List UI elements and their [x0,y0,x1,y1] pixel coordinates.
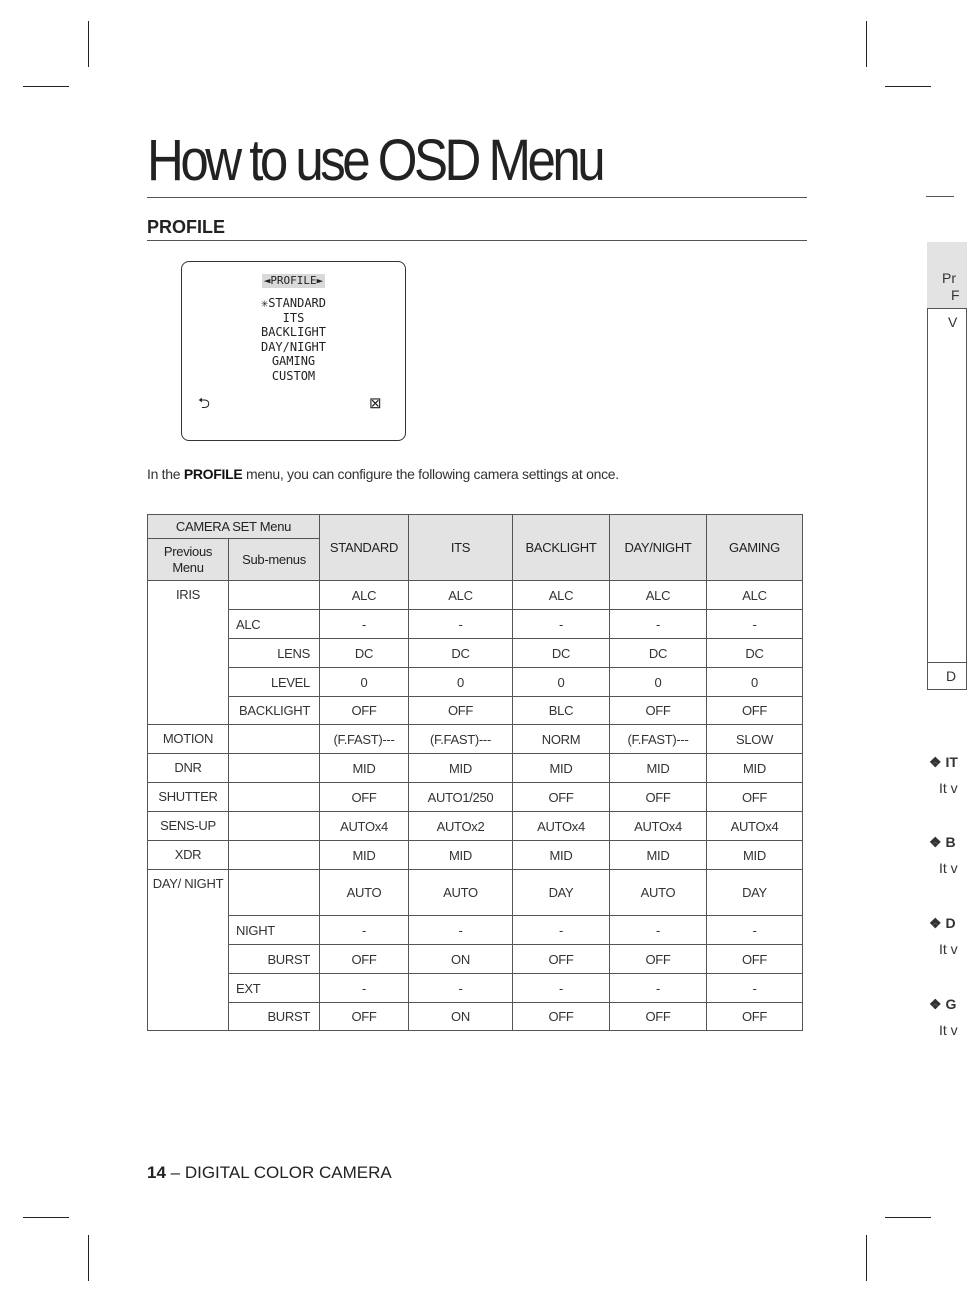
value-cell: AUTOx2 [409,812,513,841]
value-cell: (F.FAST)--- [409,725,513,754]
submenu-cell [229,725,320,754]
value-cell: MID [707,841,803,870]
osd-menu-item: ✳STANDARD [260,296,327,310]
submenu-cell: BURST [229,945,320,974]
left-arrow-icon: ◄ [263,274,271,287]
previous-menu-cell: SHUTTER [148,783,229,812]
table-row [148,639,803,668]
crop-mark [88,21,89,67]
value-cell: (F.FAST)--- [320,725,409,754]
submenu-cell: BACKLIGHT [229,697,320,725]
value-cell: OFF [707,783,803,812]
value-cell: DC [610,639,707,668]
table-row [148,754,803,783]
value-cell: - [513,974,610,1003]
previous-menu-cell: XDR [148,841,229,870]
value-cell: - [513,916,610,945]
value-cell: OFF [610,1003,707,1031]
value-cell: 0 [513,668,610,697]
value-cell: 0 [610,668,707,697]
crop-mark [866,1235,867,1281]
value-cell: - [320,916,409,945]
value-cell: OFF [513,945,610,974]
previous-menu-header: Previous Menu [148,539,229,581]
value-cell: OFF [320,1003,409,1031]
table-row [148,668,803,697]
crop-mark [23,1217,69,1218]
camera-set-header: CAMERA SET Menu [148,515,320,539]
table-row [148,974,803,1003]
value-cell: MID [409,841,513,870]
adjacent-text: V [948,314,958,330]
value-cell: ALC [610,581,707,610]
table-row [148,610,803,639]
adjacent-text: ❖ IT [929,754,958,770]
value-cell: ON [409,1003,513,1031]
intro-suffix: menu, you can configure the following camera settings at once. [242,466,619,482]
column-header: ITS [409,515,513,581]
value-cell: MID [320,841,409,870]
footer-text: – DIGITAL COLOR CAMERA [165,1163,392,1182]
submenu-cell: BURST [229,1003,320,1031]
table-row [148,841,803,870]
value-cell: AUTO [610,870,707,916]
value-cell: DAY [513,870,610,916]
table-row [148,1003,803,1031]
value-cell: DC [409,639,513,668]
intro-prefix: In the [147,466,184,482]
adjacent-text: ❖ G [929,996,957,1012]
value-cell: AUTO1/250 [409,783,513,812]
table-row [148,581,803,610]
submenu-cell [229,783,320,812]
osd-menu-item: ITS [282,310,305,325]
submenu-cell: NIGHT [229,916,320,945]
value-cell: OFF [409,697,513,725]
submenu-cell: ALC [229,610,320,639]
table-row [148,945,803,974]
value-cell: - [610,974,707,1003]
crop-mark [23,86,69,87]
table-row [148,725,803,754]
submenu-cell: LENS [229,639,320,668]
value-cell: OFF [610,945,707,974]
value-cell: DC [513,639,610,668]
table-row [148,812,803,841]
submenu-header: Sub-menus [229,539,320,581]
value-cell: OFF [320,783,409,812]
value-cell: MID [409,754,513,783]
osd-header-label: PROFILE [270,274,317,287]
adjacent-text: F [951,287,960,303]
value-cell: DAY [707,870,803,916]
value-cell: (F.FAST)--- [610,725,707,754]
value-cell: AUTOx4 [320,812,409,841]
column-header: DAY/NIGHT [610,515,707,581]
value-cell: OFF [610,697,707,725]
submenu-cell [229,812,320,841]
column-header: GAMING [707,515,803,581]
value-cell: OFF [513,783,610,812]
value-cell: 0 [707,668,803,697]
submenu-cell [229,870,320,916]
intro-bold: PROFILE [183,466,243,482]
value-cell: - [409,974,513,1003]
value-cell: OFF [513,1003,610,1031]
page-title: How to use OSD Menu [147,128,603,193]
page-number: 14 [147,1163,166,1182]
value-cell: AUTOx4 [707,812,803,841]
value-cell: - [707,610,803,639]
value-cell: - [610,610,707,639]
title-rule [147,197,807,198]
previous-menu-cell: MOTION [148,725,229,754]
value-cell: MID [320,754,409,783]
previous-menu-cell: DAY/ NIGHT [148,870,229,1031]
osd-menu-item: DAY/NIGHT [260,339,327,354]
value-cell: MID [707,754,803,783]
table-row [148,916,803,945]
value-cell: AUTO [320,870,409,916]
osd-menu-item: GAMING [271,354,316,369]
value-cell: BLC [513,697,610,725]
enter-icon: ⊠ [369,395,382,412]
adjacent-page-sliver [926,0,960,1304]
value-cell: - [409,610,513,639]
value-cell: OFF [707,697,803,725]
profile-settings-table [147,514,803,1031]
section-heading: PROFILE [147,217,226,237]
adjacent-text: ❖ B [929,834,956,850]
table-row [148,697,803,725]
value-cell: MID [513,841,610,870]
submenu-cell [229,581,320,610]
value-cell: DC [707,639,803,668]
value-cell: - [409,916,513,945]
adjacent-text: It v [939,1022,958,1038]
value-cell: ALC [409,581,513,610]
return-arrow-icon: ⮌ [198,395,211,412]
value-cell: ALC [513,581,610,610]
value-cell: 0 [409,668,513,697]
osd-header [182,271,405,289]
value-cell: DC [320,639,409,668]
column-header: STANDARD [320,515,409,581]
submenu-cell: EXT [229,974,320,1003]
submenu-cell [229,841,320,870]
value-cell: OFF [707,945,803,974]
value-cell: OFF [320,697,409,725]
previous-menu-cell: DNR [148,754,229,783]
value-cell: - [320,610,409,639]
value-cell: - [513,610,610,639]
value-cell: OFF [320,945,409,974]
submenu-cell [229,754,320,783]
osd-screen [181,261,406,441]
table-row [148,870,803,916]
value-cell: 0 [320,668,409,697]
value-cell: ALC [320,581,409,610]
adjacent-text: It v [939,860,958,876]
table-row [148,783,803,812]
value-cell: - [707,974,803,1003]
page-footer [147,1163,392,1183]
value-cell: AUTOx4 [610,812,707,841]
right-arrow-icon: ► [316,274,324,287]
value-cell: - [707,916,803,945]
value-cell: ALC [707,581,803,610]
adjacent-text: It v [939,941,958,957]
column-header: BACKLIGHT [513,515,610,581]
adjacent-text: D [946,668,957,684]
value-cell: NORM [513,725,610,754]
value-cell: SLOW [707,725,803,754]
value-cell: AUTO [409,870,513,916]
osd-menu-list [182,296,405,384]
value-cell: MID [610,754,707,783]
crop-mark [88,1235,89,1281]
intro-paragraph [147,466,619,482]
value-cell: MID [513,754,610,783]
submenu-cell: LEVEL [229,668,320,697]
previous-menu-cell: SENS-UP [148,812,229,841]
crop-mark [866,21,867,67]
crop-mark [885,86,931,87]
value-cell: MID [610,841,707,870]
osd-menu-item: CUSTOM [271,368,316,383]
section-rule [147,240,807,241]
value-cell: OFF [610,783,707,812]
value-cell: OFF [707,1003,803,1031]
value-cell: - [320,974,409,1003]
adjacent-text: ❖ D [929,915,956,931]
adjacent-text: It v [939,780,958,796]
value-cell: ON [409,945,513,974]
previous-menu-cell: IRIS [148,581,229,725]
value-cell: AUTOx4 [513,812,610,841]
value-cell: - [610,916,707,945]
crop-mark [885,1217,931,1218]
osd-menu-item: BACKLIGHT [260,325,327,340]
adjacent-text: Pr [942,270,956,286]
